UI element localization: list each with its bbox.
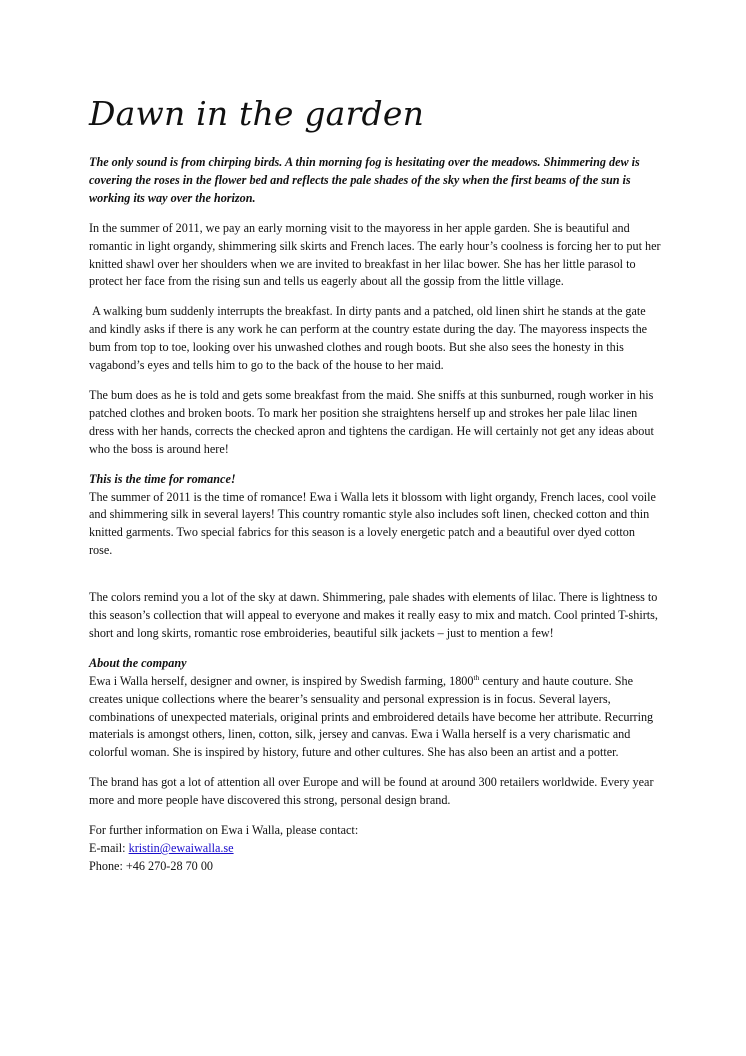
brand-paragraph: The brand has got a lot of attention all over Europe and will be found at around 300 retailers worldwide. Every year more and more people have discovered this strong, personal design brand. <box>89 775 654 808</box>
company-heading: About the company <box>89 655 187 670</box>
email-line <box>89 840 661 858</box>
romance-text: The summer of 2011 is the time of romance! Ewa i Walla lets it blossom with light organdy, French laces, cool voile and shimmering silk in several layers! This country romantic style also includes soft linen, checked cotton and thin knitted garments. Two special fabrics for this season is a lovely energetic patch and a beautiful over dyed cotton rose. <box>89 489 656 558</box>
email-label: E-mail: <box>89 841 129 855</box>
lead-paragraph: The only sound is from chirping birds. A thin morning fog is hesitating over the meadows. Shimmering dew is covering the roses in the flower bed and reflects the pale shades of the sky when the first beams of the sun is working its way over the horizon. <box>89 155 640 205</box>
ordinal-suffix: th <box>473 672 480 682</box>
spacer <box>89 572 661 589</box>
document-title: Dawn in the garden <box>89 94 425 133</box>
company-text-end: century and haute couture. She creates unique collections where the bearer’s sensuality and personal expression is in focus. Several layers, combinations of unexpected materials, original prints and embroidered details have become her attribute. Recurring materials is amongst others, linen, cotton, silk, jersey and canvas. Ewa i Walla herself is a very charismatic and colorful woman. She is inspired by history, future and other cultures. She has also been an artist and a potter. <box>89 673 654 760</box>
romance-heading: This is the time for romance! <box>89 471 236 486</box>
company-text-start: Ewa i Walla herself, designer and owner, is inspired by Swedish farming, 1800 <box>89 673 474 688</box>
document-page <box>89 92 661 888</box>
colors-paragraph: The colors remind you a lot of the sky at dawn. Shimmering, pale shades with elements of lilac. There is lightness to this season’s collection that will appeal to everyone and makes it really easy to mix and match. Cool printed T-shirts, short and long skirts, romantic rose embroideries, beautiful silk jackets – just to mention a few! <box>89 590 658 640</box>
story-paragraph-2: A walking bum suddenly interrupts the breakfast. In dirty pants and a patched, old linen shirt he stands at the gate and kindly asks if there is any work he can perform at the country estate during the day. The mayoress inspects the bum from top to toe, looking over his unwashed clothes and rough boots. But she also sees the honesty in this vagabond’s eyes and tells him to go to the back of the house to her maid. <box>89 304 648 373</box>
romance-section <box>89 471 661 561</box>
story-paragraph-3: The bum does as he is told and gets some breakfast from the maid. She sniffs at this sunburned, rough worker in his patched clothes and broken boots. To mark her position she straightens herself up and strokes her pale lilac linen dress with her hands, corrects the checked apron and tightens the cardigan. He will certainly not get any ideas about who the boss is around here! <box>89 387 654 456</box>
story-paragraph-1: In the summer of 2011, we pay an early morning visit to the mayoress in her apple garden. She is beautiful and romantic in light organdy, shimmering silk skirts and French laces. The early hour’s coolness is forcing her to put her knitted shawl over her shoulders when we are invited to breakfast in her lilac bower. She has her little parasol to protect her face from the rising sun and tells us eagerly about all the gossip from the little village. <box>89 220 661 289</box>
company-section <box>89 655 661 762</box>
contact-intro: For further information on Ewa i Walla, please contact: <box>89 823 359 838</box>
phone-line: Phone: +46 270-28 70 00 <box>89 858 214 873</box>
email-link[interactable]: kristin@ewaiwalla.se <box>128 841 234 855</box>
contact-section <box>89 822 661 876</box>
